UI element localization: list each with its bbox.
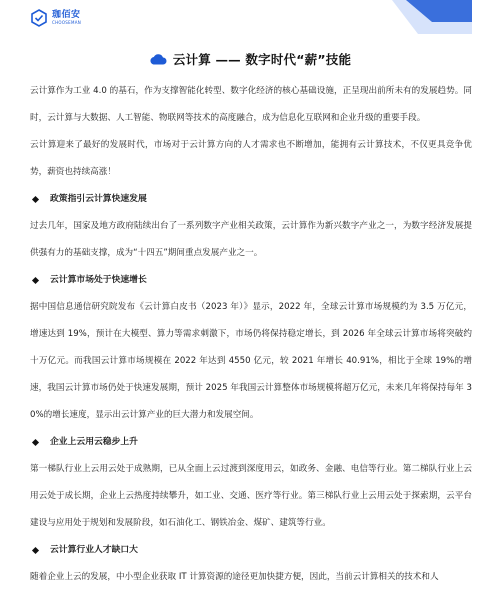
section-heading-text: 企业上云用云稳步上升 bbox=[50, 437, 138, 447]
diamond-bullet-icon bbox=[32, 277, 39, 284]
section-paragraph: 过去几年，国家及地方政府陆续出台了一系列数字产业相关政策，云计算作为新兴数字产业之一，为数字经济发展提供强有力的基础支撑，成为“十四五”期间重点发展产业之一。 bbox=[30, 221, 472, 258]
intro-paragraph-2: 云计算迎来了最好的发展时代，市场对于云计算方向的人才需求也不断增加，能拥有云计算技术，不仅更具竞争优势，薪资也持续高涨！ bbox=[30, 140, 472, 177]
logo-subtitle: CHOOSEMAN bbox=[52, 20, 82, 25]
article-body bbox=[30, 78, 472, 591]
diamond-bullet-icon bbox=[32, 196, 39, 203]
section-paragraph: 第一梯队行业上云用云处于成熟期，已从全面上云过渡到深度用云，如政务、金融、电信等行业。第二梯队行业上云用云处于成长期，企业上云热度持续攀升，如工业、交通、医疗等行业。第三梯队行业上云用云处于探索期，云平台建设与应用处于规划和发展阶段，如石油化工、钢铁冶金、煤矿、建筑等行业。 bbox=[30, 464, 472, 528]
section-heading-text: 云计算行业人才缺口大 bbox=[50, 545, 138, 555]
section-heading bbox=[30, 186, 472, 213]
page-title bbox=[0, 48, 500, 70]
section-heading bbox=[30, 537, 472, 564]
section-heading-text: 云计算市场处于快速增长 bbox=[50, 275, 147, 285]
logo-mark-icon bbox=[30, 9, 48, 27]
logo-name: 珈佰安 bbox=[52, 10, 81, 20]
brand-logo bbox=[30, 9, 81, 27]
section-heading bbox=[30, 429, 472, 456]
section-paragraph: 据中国信息通信研究院发布《云计算白皮书（2023 年）》显示，2022 年，全球云计算市场规模约为 3.5 万亿元，增速达到 19%，预计在大模型、算力等需求刺激下，市场仍将保持稳定增长，到 2026 年全球云计算市场将突破约十万亿元。而我国云计算市场规模在 2022 年达到 4550 亿元，较 2021 年增长 40.91%，相比于全球 19%的增速，我国云计算市场仍处于快速发展期，预计 2025 年我国云计算整体市场规模将超万亿元，未来几年将保持每年 30%的增长速度，显示出云计算产业的巨大潜力和发展空间。 bbox=[30, 302, 472, 420]
cloud-icon bbox=[149, 53, 167, 65]
diamond-bullet-icon bbox=[32, 439, 39, 446]
intro-paragraph-1: 云计算作为工业 4.0 的基石，作为支撑智能化转型、数字化经济的核心基础设施，正呈现出前所未有的发展趋势。同时，云计算与大数据、人工智能、物联网等技术的高度融合，成为信息化互联网和企业升级的重要手段。 bbox=[30, 86, 472, 123]
header-decoration bbox=[392, 0, 472, 34]
section-paragraph: 随着企业上云的发展，中小型企业获取 IT 计算资源的途径更加快捷方便，因此，当前云计算相关的技术和人 bbox=[30, 572, 439, 582]
section-heading bbox=[30, 267, 472, 294]
section-heading-text: 政策指引云计算快速发展 bbox=[50, 194, 147, 204]
page-header bbox=[0, 0, 500, 40]
title-text: 云计算 —— 数字时代“薪”技能 bbox=[172, 52, 352, 67]
diamond-bullet-icon bbox=[32, 547, 39, 554]
